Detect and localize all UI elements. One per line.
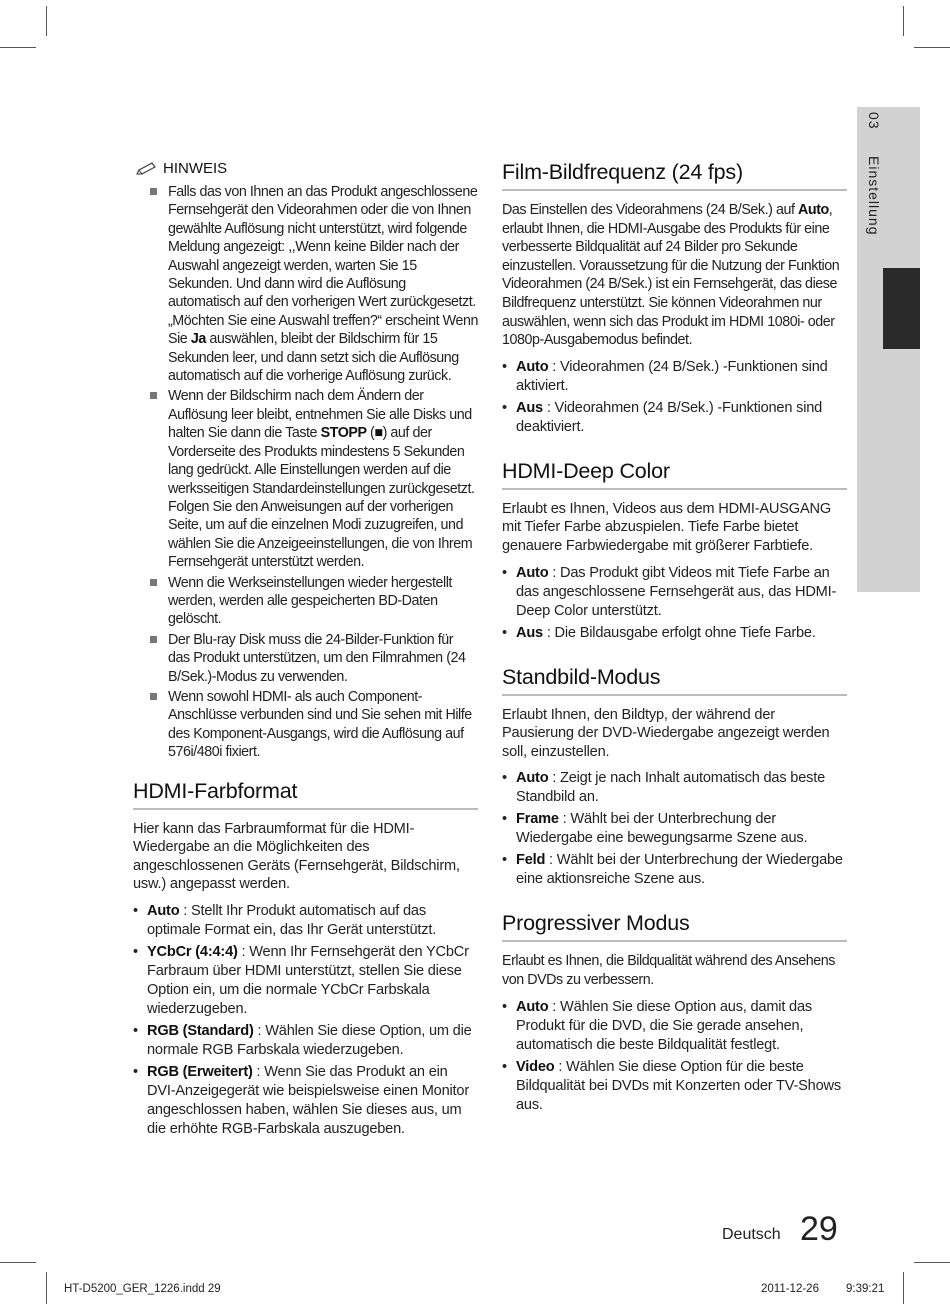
text-run: auswählen, bleibt der Bildschirm für 15 Sekunden leer, und dann setzt sich die Auflösung automatisch auf die vorherige Auflösung zurück. bbox=[168, 331, 459, 385]
bold-term: Auto bbox=[798, 202, 829, 218]
option-term: Aus bbox=[516, 624, 543, 641]
option-item bbox=[502, 1058, 847, 1115]
option-description: : Wenn Ihr Fernsehgerät den YCbCr Farbraum über HDMI unterstützt, stellen Sie diese Option ein, um die normale YCbCr Farbskala wiederzugeben. bbox=[147, 943, 469, 1017]
section-title: Standbild-Modus bbox=[502, 665, 847, 696]
crop-mark bbox=[46, 6, 47, 36]
option-description: : Das Produkt gibt Videos mit Tiefe Farbe an das angeschlossene Fernsehgerät aus, das HDMI- Deep Color unterstützt. bbox=[516, 564, 837, 619]
section-intro: Erlaubt es Ihnen, Videos aus dem HDMI-AUSGANG mit Tiefer Farbe abzuspielen. Tiefe Farbe bietet genauere Farbwiedergabe mit größerer Farbtiefe. bbox=[502, 500, 831, 554]
slug-time: 9:39:21 bbox=[846, 1283, 885, 1295]
section-title: Progressiver Modus bbox=[502, 911, 847, 942]
option-item bbox=[502, 624, 847, 643]
option-description: : Wählen Sie diese Option für die beste Bildqualität bei DVDs mit Konzerten oder TV-Shows aus. bbox=[516, 1058, 841, 1113]
section-intro: Hier kann das Farbraumformat für die HDMI-Wiedergabe an die Möglichkeiten des angeschlossenen Geräts (Fernsehgerät, Bildschirm, usw.) angepasst werden. bbox=[133, 820, 460, 893]
right-sections bbox=[502, 160, 847, 1115]
crop-mark bbox=[0, 1262, 36, 1263]
option-description: : Wählen Sie diese Option aus, damit das Produkt für die DVD, die Sie gerade ansehen, automatisch die beste Bildqualität festlegt. bbox=[516, 998, 812, 1053]
text-run: Falls das von Ihnen an das Produkt angeschlossene Fernsehgerät den Videorahmen oder die von Ihnen gewählte Auflösung nicht unterstützt, wird folgende Meldung angezeigt: ,,Wenn keine Bilder nach der Auswahl angezeigt werden, warten Sie 15 Sekunden. Und dann wird die Auflösung automatisch auf den vorherigen Wert zurückgesetzt. „Möchten Sie eine Auswahl treffen?“ erscheint Wenn Sie bbox=[168, 184, 478, 348]
text-run: Der Blu-ray Disk muss die 24-Bilder-Funktion für das Produkt unterstützen, um den Filmrahmen (24 B/Sek.)-Modus zu verwenden. bbox=[168, 631, 466, 685]
text-run: Wenn die Werkseinstellungen wieder hergestellt werden, werden alle gespeicherten BD-Daten gelöscht. bbox=[168, 574, 452, 628]
text-run: Das Einstellen des Videorahmens (24 B/Sek.) auf bbox=[502, 202, 799, 218]
left-column bbox=[133, 160, 478, 1142]
left-sections bbox=[133, 779, 478, 1139]
section-title: HDMI-Deep Color bbox=[502, 459, 847, 490]
section bbox=[133, 779, 478, 1139]
option-description: : Videorahmen (24 B/Sek.) -Funktionen sind aktiviert. bbox=[516, 358, 828, 394]
option-term: Auto bbox=[516, 998, 549, 1015]
option-item bbox=[502, 851, 847, 889]
option-list bbox=[502, 358, 847, 437]
option-item bbox=[502, 564, 847, 621]
square-bullet-icon bbox=[150, 392, 157, 399]
section-title: HDMI-Farbformat bbox=[133, 779, 478, 810]
section-intro: Erlaubt es Ihnen, die Bildqualität während des Ansehens von DVDs zu verbessern. bbox=[502, 953, 835, 988]
option-term: Frame bbox=[516, 811, 559, 828]
option-description: : Wählt bei der Unterbrechung der Wiedergabe eine aktionsreiche Szene aus. bbox=[516, 852, 843, 888]
note-item bbox=[133, 688, 478, 762]
option-description: : Zeigt je nach Inhalt automatisch das beste Standbild an. bbox=[516, 770, 825, 806]
option-term: Auto bbox=[516, 564, 549, 581]
section-title: Film-Bildfrequenz (24 fps) bbox=[502, 160, 847, 191]
text-run: ( bbox=[366, 425, 375, 442]
section bbox=[502, 665, 847, 890]
option-term: Video bbox=[516, 1058, 555, 1075]
option-list bbox=[502, 998, 847, 1115]
option-item bbox=[502, 769, 847, 807]
crop-mark bbox=[914, 47, 950, 48]
text-run: Wenn sowohl HDMI- als auch Component-Anschlüsse verbunden sind und Sie sehen mit Hilfe des Komponent-Ausgangs, wird die Auflösung auf 576i/480i fixiert. bbox=[168, 688, 472, 761]
option-list bbox=[502, 564, 847, 643]
option-term: Feld bbox=[516, 852, 546, 869]
option-term: RGB (Erweitert) bbox=[147, 1063, 253, 1080]
option-item bbox=[502, 998, 847, 1055]
right-column bbox=[502, 160, 847, 1118]
option-description: : Videorahmen (24 B/Sek.) -Funktionen sind deaktiviert. bbox=[516, 399, 823, 435]
option-item bbox=[502, 810, 847, 848]
square-bullet-icon bbox=[150, 579, 157, 586]
chapter-label: Einstellung bbox=[866, 156, 882, 236]
option-item bbox=[133, 902, 478, 940]
option-description: : Wählt bei der Unterbrechung der Wiedergabe eine bewegungsarme Szene aus. bbox=[516, 811, 808, 847]
option-term: YCbCr (4:4:4) bbox=[147, 943, 238, 960]
chapter-side-tab-marker bbox=[883, 268, 920, 349]
bold-term: STOPP bbox=[320, 425, 367, 442]
crop-mark bbox=[46, 1272, 47, 1304]
slug-filename: HT-D5200_GER_1226.indd 29 bbox=[64, 1283, 221, 1295]
crop-mark bbox=[903, 6, 904, 36]
crop-mark bbox=[0, 47, 36, 48]
option-description: : Wenn Sie das Produkt an ein DVI-Anzeigegerät wie beispielsweise einen Monitor angeschlossen haben, wählen Sie dieses aus, um die erhöhte RGB-Farbskala auszugeben. bbox=[147, 1063, 469, 1137]
note-heading bbox=[135, 160, 478, 177]
option-term: Auto bbox=[516, 770, 549, 787]
option-list bbox=[502, 769, 847, 889]
option-term: Aus bbox=[516, 399, 543, 416]
page-number: 29 bbox=[800, 1210, 838, 1248]
note-list bbox=[133, 183, 478, 762]
option-term: Auto bbox=[516, 358, 549, 375]
crop-mark bbox=[903, 1272, 904, 1304]
note-item bbox=[133, 574, 478, 629]
text-run: Wenn der Bildschirm nach dem Ändern der Auflösung leer bleibt, entnehmen Sie alle Disks und halten Sie dann die Taste bbox=[168, 388, 472, 442]
note-item bbox=[133, 631, 478, 686]
option-term: RGB (Standard) bbox=[147, 1022, 254, 1039]
option-item bbox=[502, 399, 847, 437]
option-description: : Wählen Sie diese Option, um die normale RGB Farbskala wiederzugeben. bbox=[147, 1022, 472, 1058]
option-item bbox=[133, 1063, 478, 1139]
option-list bbox=[133, 902, 478, 1139]
slug-date: 2011-12-26 bbox=[761, 1283, 819, 1295]
section bbox=[502, 160, 847, 437]
option-item bbox=[502, 358, 847, 396]
note-item bbox=[133, 183, 478, 385]
footer-language: Deutsch bbox=[722, 1226, 781, 1243]
text-run: ) auf der Vorderseite des Produkts mindestens 5 Sekunden lang gedrückt. Alle Einstellungen werden auf die werksseitigen Standardeinstellungen zurückgesetzt. Folgen Sie den Anweisungen auf der vorherigen Seite, um auf die einzelnen Modi zuzugreifen, und wählen Sie die Anzeigeeinstellungen, die von Ihrem Fernsehgerät unterstützt werden. bbox=[168, 425, 475, 571]
text-run: , erlaubt Ihnen, die HDMI-Ausgabe des Produkts für eine verbesserte Bildqualität auf 24 Bilder pro Sekunde einzustellen. Voraussetzung für die Nutzung der Funktion Videorahmen (24 B/Sek.) ist ein Fernsehgerät, das diese Bildfrequenz unterstützt. Sie können Videorahmen nur auswählen, wenn sich das Produkt im HDMI 1080i- oder 1080p-Ausgabemodus befindet. bbox=[502, 202, 840, 349]
bold-term: Ja bbox=[190, 331, 206, 348]
note-title: HINWEIS bbox=[163, 160, 228, 177]
square-bullet-icon bbox=[150, 188, 157, 195]
square-bullet-icon bbox=[150, 693, 157, 700]
pencil-icon bbox=[135, 162, 159, 176]
option-description: : Die Bildausgabe erfolgt ohne Tiefe Farbe. bbox=[542, 624, 816, 641]
bold-term: ■ bbox=[374, 425, 383, 442]
section-intro bbox=[502, 201, 847, 350]
option-description: : Stellt Ihr Produkt automatisch auf das optimale Format ein, das Ihr Gerät unterstützt. bbox=[147, 902, 437, 938]
crop-mark bbox=[914, 1262, 950, 1263]
section-intro: Erlaubt Ihnen, den Bildtyp, der während der Pausierung der DVD-Wiedergabe angezeigt werden soll, einzustellen. bbox=[502, 706, 830, 760]
section bbox=[502, 459, 847, 643]
chapter-number: 03 bbox=[866, 112, 882, 130]
option-term: Auto bbox=[147, 902, 180, 919]
option-item bbox=[133, 943, 478, 1019]
note-item bbox=[133, 387, 478, 571]
section bbox=[502, 911, 847, 1114]
square-bullet-icon bbox=[150, 636, 157, 643]
option-item bbox=[133, 1022, 478, 1060]
